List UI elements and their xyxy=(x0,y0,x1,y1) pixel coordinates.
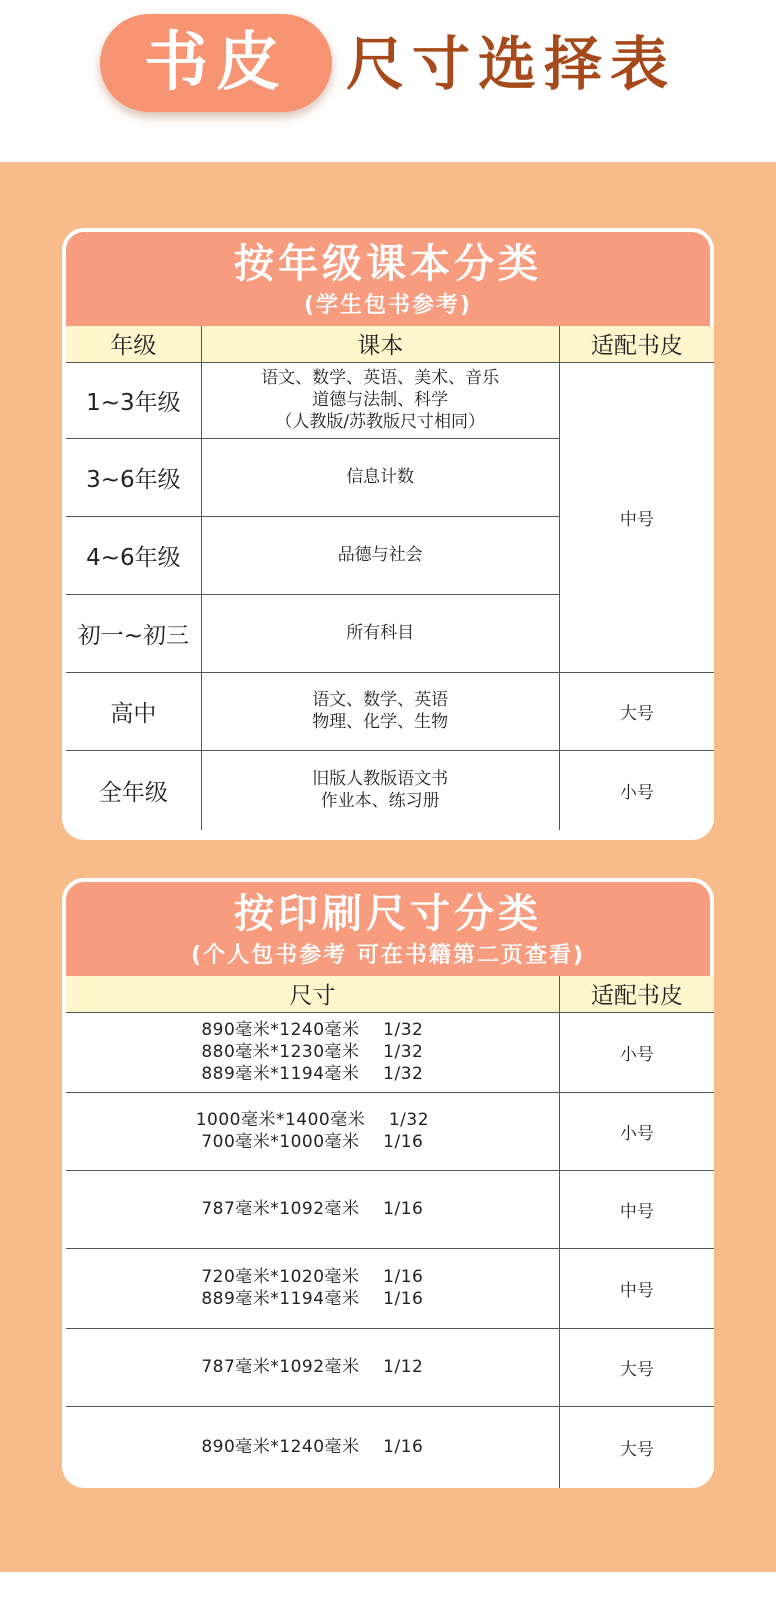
grade-cell: 高中 xyxy=(66,672,201,750)
table-row xyxy=(66,1170,714,1248)
cover-cell: 大号 xyxy=(559,1406,714,1488)
cover-cell: 大号 xyxy=(559,1328,714,1406)
cover-cell: 小号 xyxy=(559,750,714,830)
column-header: 尺寸 xyxy=(66,976,559,1012)
print-size-table xyxy=(66,976,714,1488)
grade-table-header xyxy=(66,232,710,326)
size-text: 787毫米*1092毫米 1/12 xyxy=(201,1357,424,1377)
cover-cell: 小号 xyxy=(559,1012,714,1092)
footer-strip xyxy=(0,1572,776,1600)
books-text: 语文、数学、英语、美术、音乐 道德与法制、科学 （人教版/苏教版尺寸相同） xyxy=(261,368,500,432)
grade-cell: 1~3年级 xyxy=(86,389,181,416)
grade-cell: 3~6年级 xyxy=(66,438,201,516)
books-text: 品德与社会 xyxy=(337,545,423,565)
cover-cell: 中号 xyxy=(559,362,714,672)
table-row xyxy=(66,1406,714,1488)
table-row xyxy=(66,1012,714,1092)
books-cell xyxy=(201,594,559,672)
books-cell xyxy=(201,672,559,750)
size-cell xyxy=(66,1406,559,1488)
books-cell xyxy=(201,362,559,438)
grade-table-title: 按年级课本分类 xyxy=(234,241,542,287)
cover-cell: 中号 xyxy=(559,1248,714,1328)
print-size-table-title: 按印刷尺寸分类 xyxy=(234,891,542,937)
page-title: 尺寸选择表 xyxy=(346,30,677,98)
table-header-row xyxy=(66,976,714,1012)
books-text: 信息计数 xyxy=(346,467,415,487)
books-text: 旧版人教版语文书 作业本、练习册 xyxy=(312,769,449,812)
grade-table xyxy=(66,326,714,830)
size-text: 720毫米*1020毫米 1/16 889毫米*1194毫米 1/16 xyxy=(201,1267,424,1309)
column-header: 适配书皮 xyxy=(559,976,714,1012)
table-row xyxy=(66,362,714,438)
size-cell xyxy=(66,1170,559,1248)
column-header: 课本 xyxy=(201,326,559,362)
books-cell xyxy=(201,516,559,594)
grade-cell: 4~6年级 xyxy=(66,516,201,594)
cover-cell: 小号 xyxy=(559,1092,714,1170)
table-row xyxy=(66,1092,714,1170)
size-text: 890毫米*1240毫米 1/16 xyxy=(201,1437,424,1458)
table-row xyxy=(66,672,714,750)
size-text: 890毫米*1240毫米 1/32 880毫米*1230毫米 1/32 889毫米*1194毫米 1/32 xyxy=(201,1020,424,1084)
books-text: 语文、数学、英语 物理、化学、生物 xyxy=(312,690,449,732)
title-pill: 书皮 xyxy=(100,14,332,112)
header xyxy=(0,0,776,162)
grade-cell: 全年级 xyxy=(66,750,201,830)
column-header: 年级 xyxy=(66,326,201,362)
table-row xyxy=(66,750,714,830)
print-size-table-header xyxy=(66,882,710,976)
grade-table-card xyxy=(62,228,714,840)
size-cell xyxy=(66,1092,559,1170)
print-size-table-subtitle: (个人包书参考 可在书籍第二页查看) xyxy=(191,943,585,968)
size-cell xyxy=(66,1328,559,1406)
size-cell xyxy=(66,1248,559,1328)
grade-cell: 初一~初三 xyxy=(66,594,201,672)
print-size-table-card xyxy=(62,878,714,1488)
table-row xyxy=(66,1328,714,1406)
table-row xyxy=(66,1248,714,1328)
books-cell xyxy=(201,438,559,516)
table-header-row xyxy=(66,326,714,362)
cover-cell: 中号 xyxy=(559,1170,714,1248)
size-cell xyxy=(66,1012,559,1092)
books-cell xyxy=(201,750,559,830)
books-text: 所有科目 xyxy=(346,623,415,643)
size-text: 787毫米*1092毫米 1/16 xyxy=(201,1199,424,1219)
cover-cell: 大号 xyxy=(559,672,714,750)
size-text: 1000毫米*1400毫米 1/32 700毫米*1000毫米 1/16 xyxy=(195,1110,430,1152)
grade-table-subtitle: (学生包书参考) xyxy=(303,293,473,318)
column-header: 适配书皮 xyxy=(559,326,714,362)
